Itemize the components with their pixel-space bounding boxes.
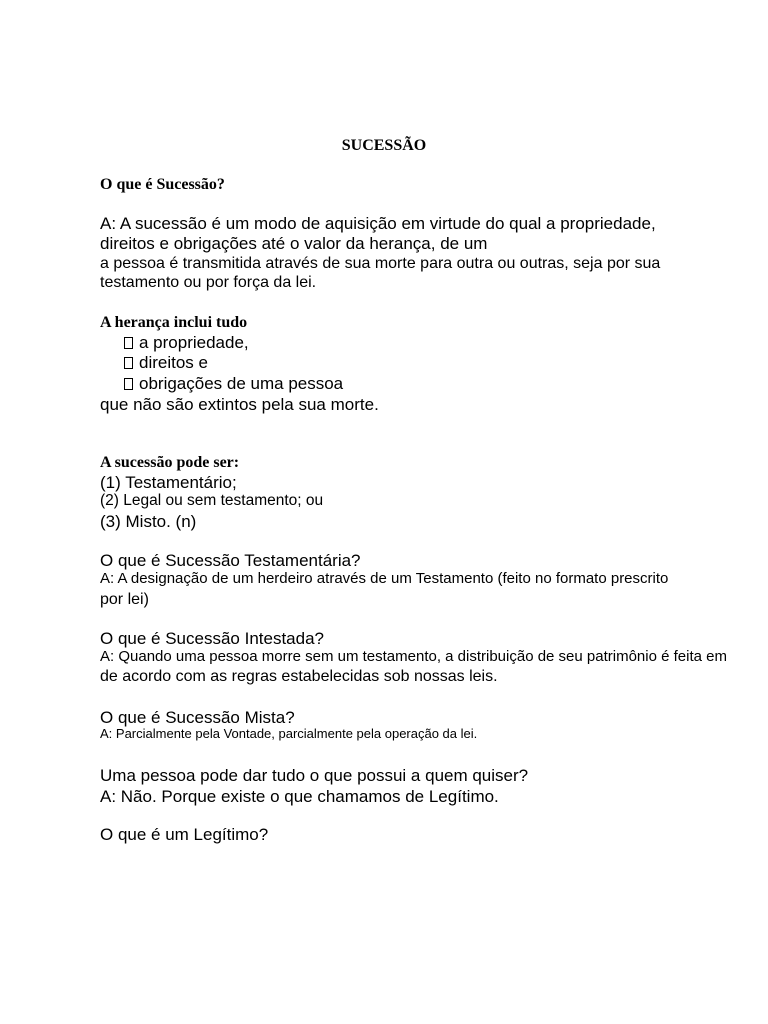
inheritance-item: direitos e <box>124 354 208 371</box>
answer-mixed: A: Parcialmente pela Vontade, parcialmente pela operação da lei. <box>100 726 478 741</box>
succession-type-item: (1) Testamentário; <box>100 473 237 492</box>
answer-intestate-line-2: de acordo com as regras estabelecidas sob nossas leis. <box>100 668 498 685</box>
bullet-box-icon <box>124 378 133 390</box>
bullet-box-icon <box>124 357 133 369</box>
answer-line-2: direitos e obrigações até o valor da herança, de um <box>100 234 488 253</box>
answer-line-1: A: A sucessão é um modo de aquisição em virtude do qual a propriedade, <box>100 214 656 233</box>
succession-types-heading: A sucessão pode ser: <box>100 454 240 471</box>
answer-line-4: testamento ou por força da lei. <box>100 274 317 291</box>
inheritance-tail: que não são extintos pela sua morte. <box>100 395 379 414</box>
document-title: SUCESSÃO <box>341 137 427 154</box>
answer-testamentary-line-1: A: A designação de um herdeiro através de um Testamento (feito no formato prescrito <box>100 570 669 587</box>
succession-type-item: (2) Legal ou sem testamento; ou <box>100 492 324 509</box>
inheritance-item: a propriedade, <box>124 334 249 351</box>
succession-type-item: (3) Misto. (n) <box>100 512 197 531</box>
answer-line-3: a pessoa é transmitida através de sua morte para outra ou outras, seja por sua <box>100 255 661 272</box>
question-give-everything: Uma pessoa pode dar tudo o que possui a quem quiser? <box>100 766 529 785</box>
bullet-box-icon <box>124 337 133 349</box>
answer-testamentary-line-2: por lei) <box>100 591 149 608</box>
question-mixed: O que é Sucessão Mista? <box>100 708 295 727</box>
question-intestate: O que é Sucessão Intestada? <box>100 629 324 648</box>
question-what-is-succession: O que é Sucessão? <box>100 176 225 193</box>
answer-give-everything: A: Não. Porque existe o que chamamos de Legítimo. <box>100 787 499 806</box>
question-testamentary: O que é Sucessão Testamentária? <box>100 551 361 570</box>
inheritance-item: obrigações de uma pessoa <box>124 375 343 392</box>
inheritance-heading: A herança inclui tudo <box>100 314 248 331</box>
question-legitimate: O que é um Legítimo? <box>100 825 269 844</box>
answer-intestate-line-1: A: Quando uma pessoa morre sem um testamento, a distribuição de seu patrimônio é feita em <box>100 648 727 665</box>
